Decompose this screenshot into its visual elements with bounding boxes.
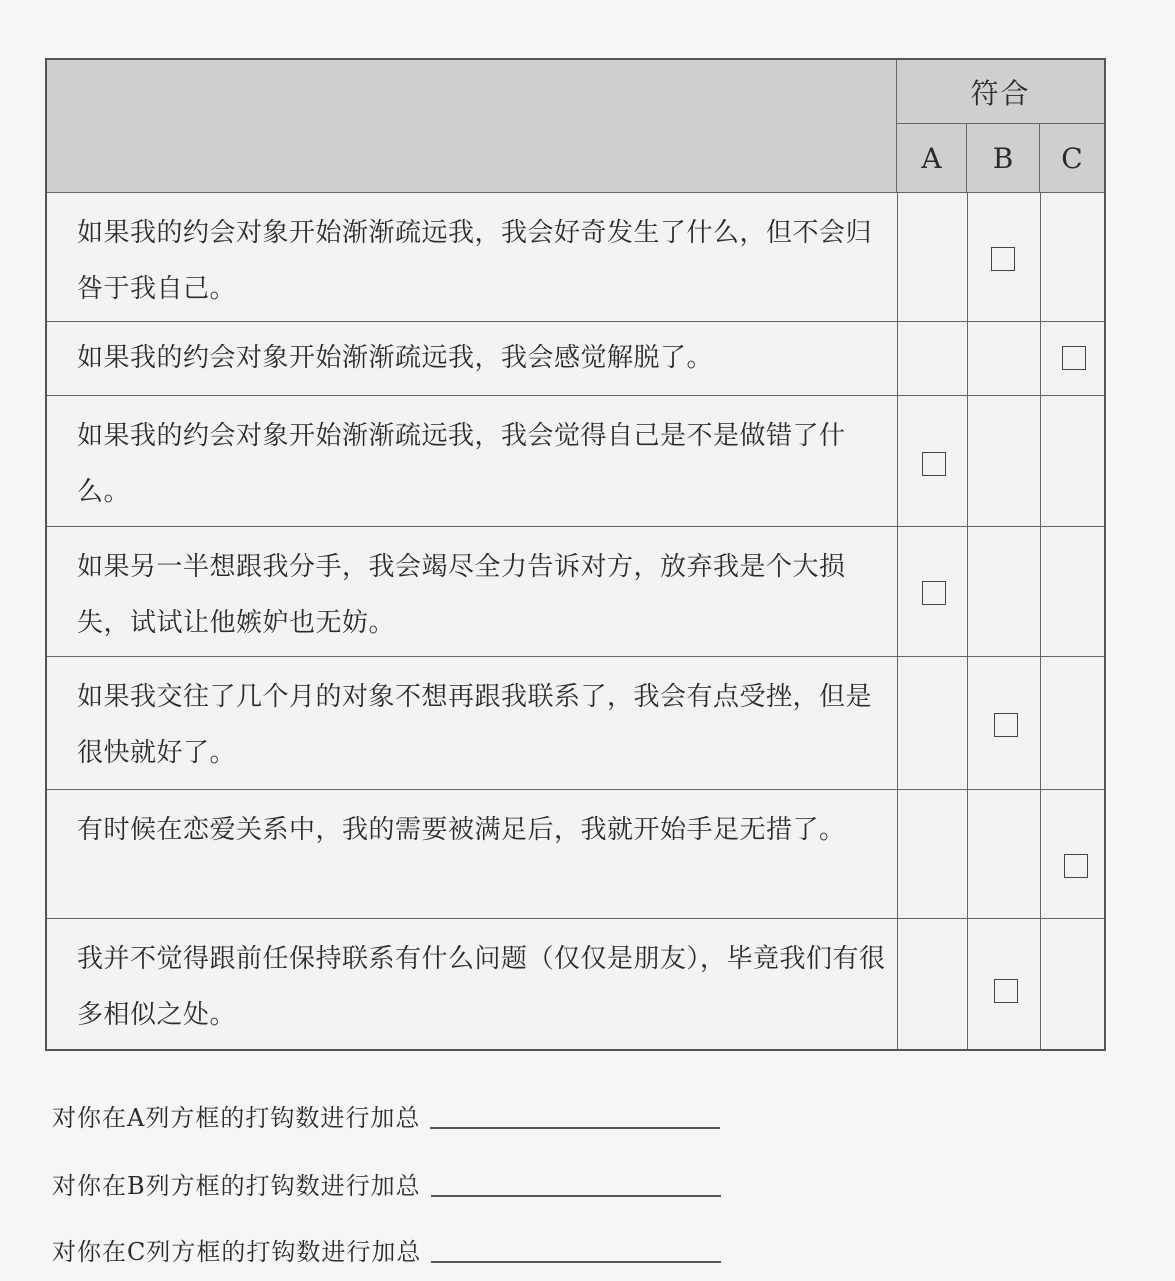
question-text: 如果我交往了几个月的对象不想再跟我联系了，我会有点受挫，但是很快就好了。: [77, 682, 873, 768]
header-col-c: C: [1040, 124, 1104, 193]
total-c-blank[interactable]: [431, 1261, 721, 1263]
total-c-label: 对你在C列方框的打钩数进行加总: [52, 1238, 422, 1266]
question-text: 我并不觉得跟前任保持联系有什么问题（仅仅是朋友），毕竟我们有很多相似之处。: [77, 944, 886, 1030]
question-text: 如果另一半想跟我分手，我会竭尽全力告诉对方，放弃我是个大损失，试试让他嫉妒也无妨。: [77, 552, 846, 638]
question-row: [47, 396, 1104, 527]
header-match-label: 符合: [897, 60, 1104, 124]
header-col-a: A: [897, 124, 967, 193]
total-c-line: [52, 1232, 721, 1267]
question-text: 如果我的约会对象开始渐渐疏远我，我会觉得自己是不是做错了什么。: [77, 421, 846, 507]
question-row: [47, 790, 1104, 919]
question-text: 有时候在恋爱关系中，我的需要被满足后，我就开始手足无措了。: [77, 815, 846, 845]
total-a-blank[interactable]: [430, 1127, 720, 1129]
header-col-b: B: [967, 124, 1040, 193]
question-text: 如果我的约会对象开始渐渐疏远我，我会感觉解脱了。: [77, 343, 714, 373]
questionnaire-table: [45, 58, 1106, 1051]
checkbox-a[interactable]: [922, 581, 946, 605]
checkbox-b[interactable]: [994, 713, 1018, 737]
total-b-line: [52, 1166, 721, 1201]
question-row: [47, 322, 1104, 396]
checkbox-a[interactable]: [922, 452, 946, 476]
question-row: [47, 193, 1104, 322]
checkbox-b[interactable]: [994, 979, 1018, 1003]
total-a-label: 对你在A列方框的打钩数进行加总: [52, 1104, 421, 1132]
checkbox-b[interactable]: [991, 247, 1015, 271]
checkbox-c[interactable]: [1064, 854, 1088, 878]
question-row: [47, 527, 1104, 657]
header-blank-cell: [47, 60, 897, 193]
total-b-blank[interactable]: [431, 1195, 721, 1197]
question-row: [47, 919, 1104, 1049]
question-row: [47, 657, 1104, 790]
question-text: 如果我的约会对象开始渐渐疏远我，我会好奇发生了什么，但不会归咎于我自己。: [77, 218, 873, 304]
total-b-label: 对你在B列方框的打钩数进行加总: [52, 1172, 421, 1200]
checkbox-c[interactable]: [1062, 346, 1086, 370]
total-a-line: [52, 1098, 720, 1133]
